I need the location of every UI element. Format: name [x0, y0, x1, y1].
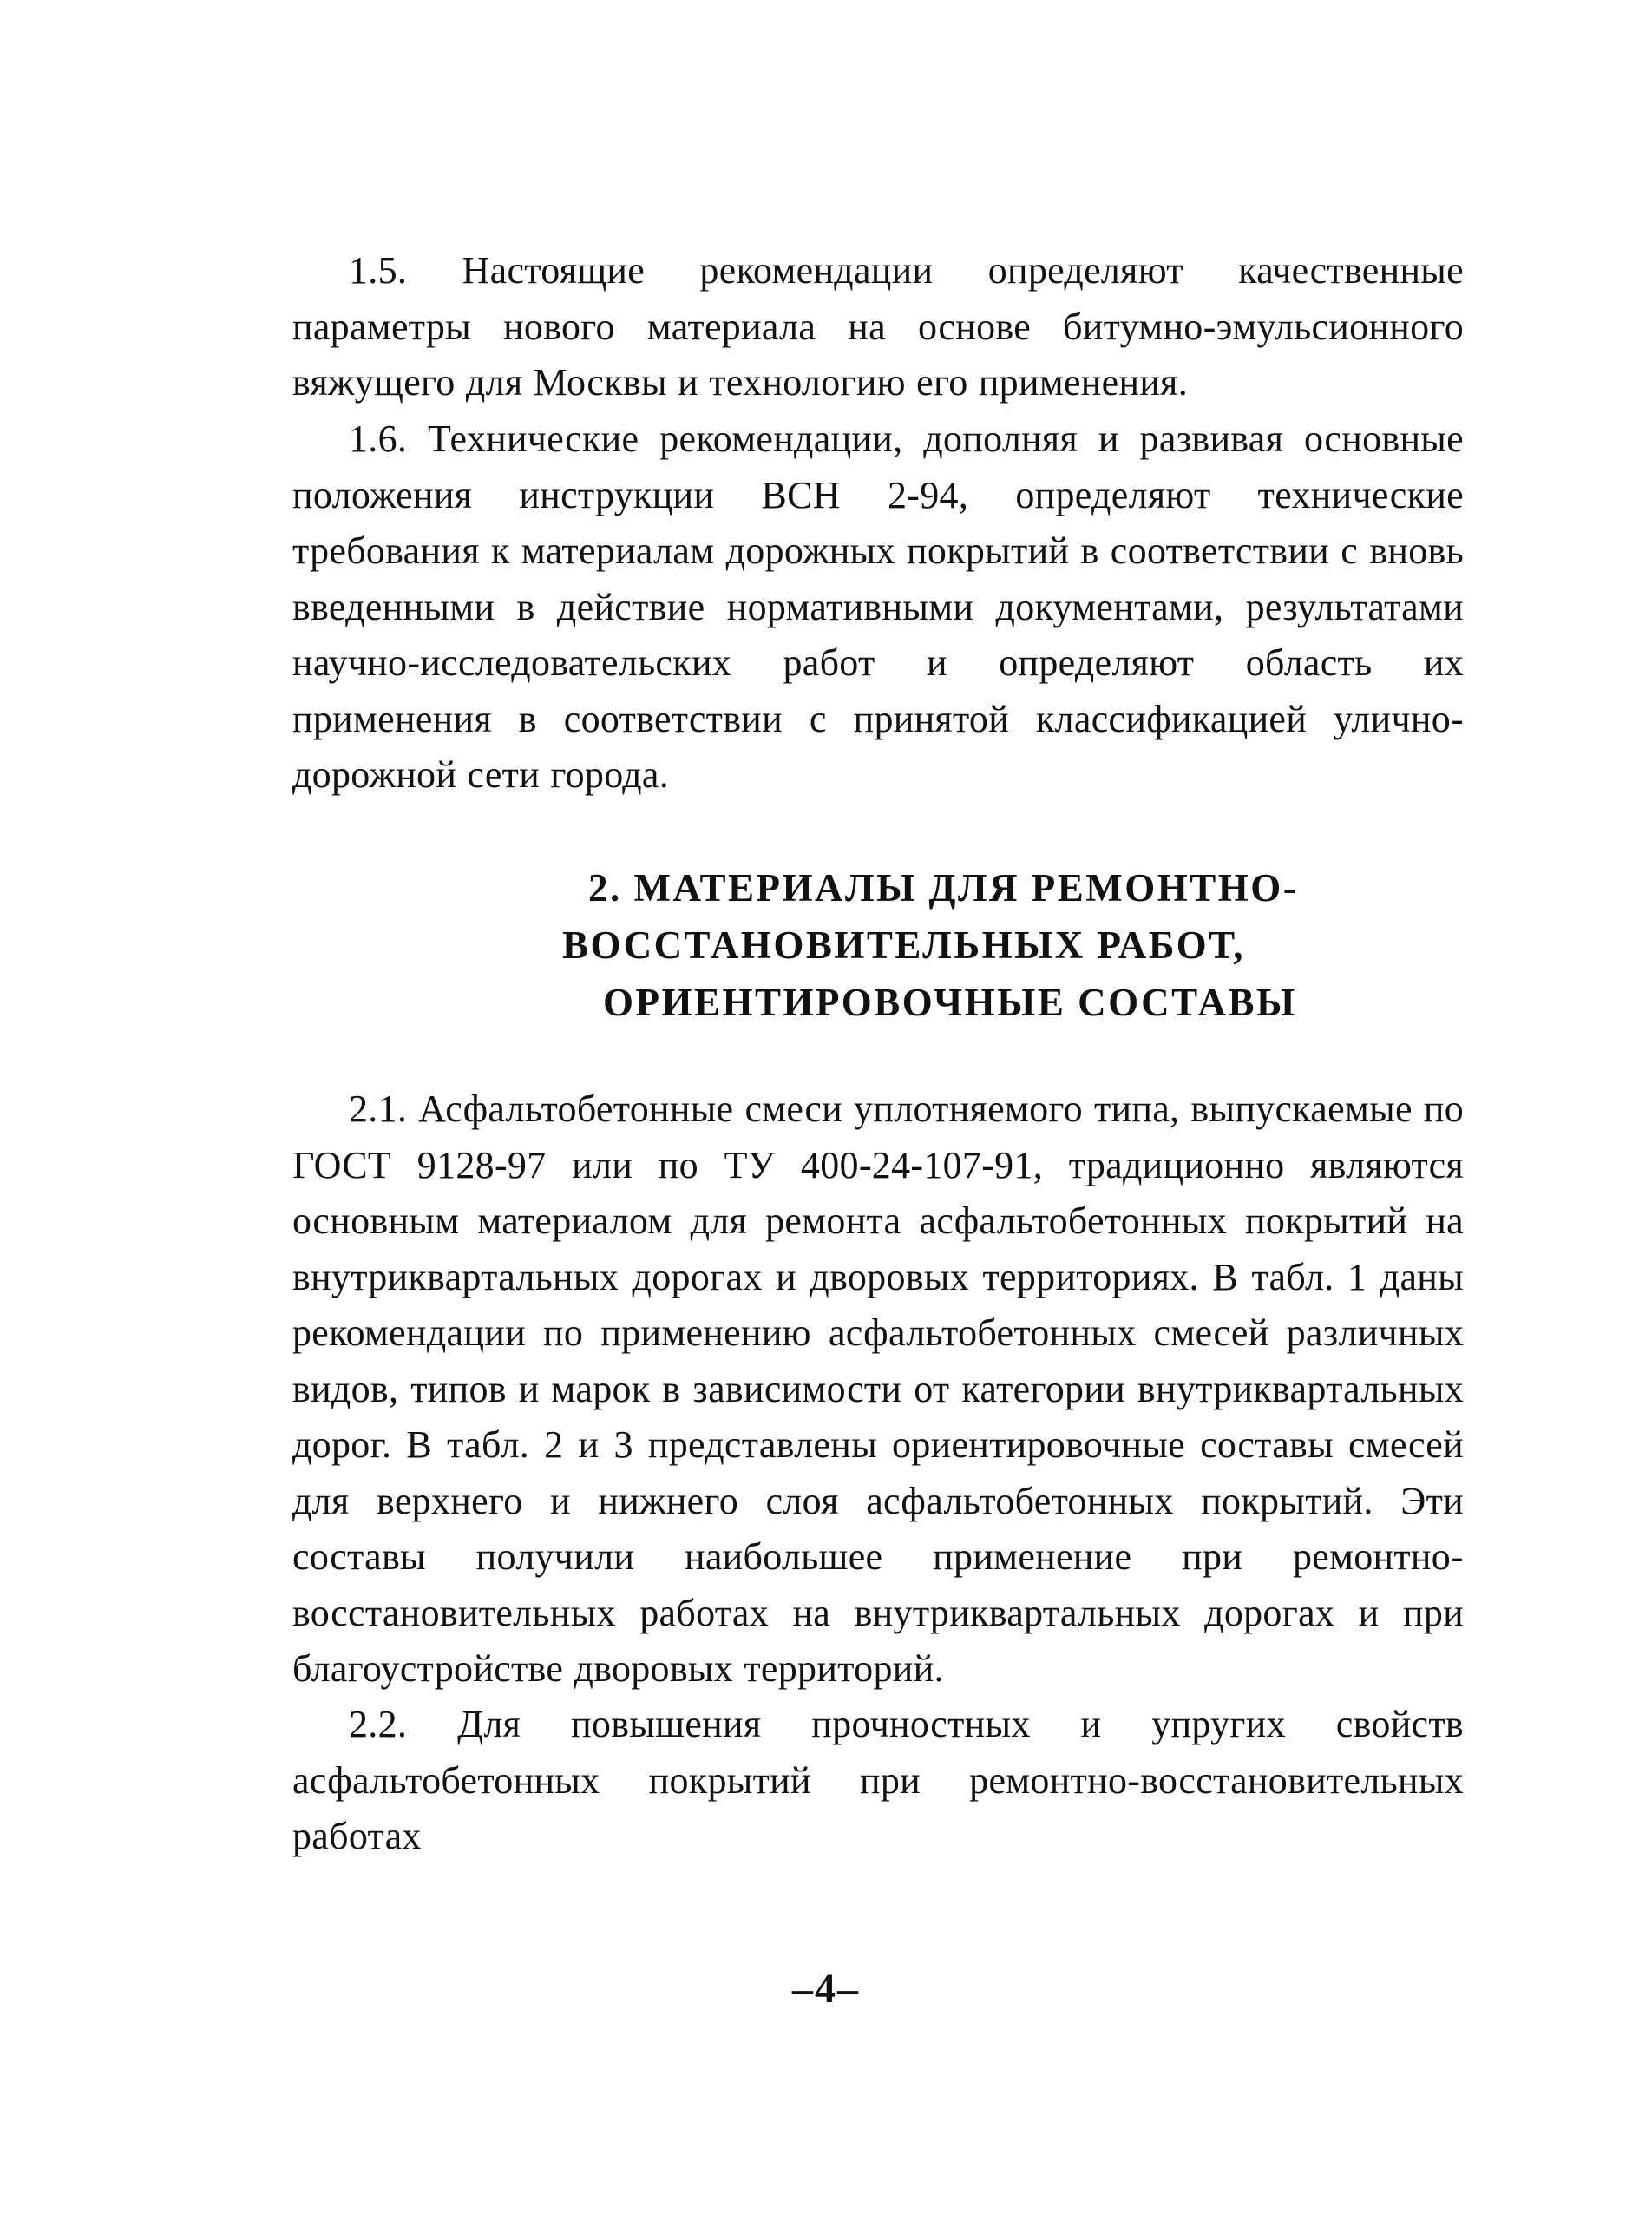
paragraph-1-6: 1.6. Технические рекомендации, дополняя и развивая основные положения инструкции ВСН 2-94, определяют технические требования к материалам дорожных покрытий в соответствии с вновь введенными в действие нормативными документами, результатами научно-исследовательских работ и определяют область их применения в соответствии с принятой классификацией улично-дорожной сети города.	[292, 417, 1464, 796]
section-heading-line-3: ОРИЕНТИРОВОЧНЫЕ СОСТАВЫ	[603, 981, 1297, 1024]
section-heading	[0, 859, 1652, 1031]
section-heading-line-1: 2. МАТЕРИАЛЫ ДЛЯ РЕМОНТНО-	[588, 866, 1299, 910]
paragraph-1-5: 1.5. Настоящие рекомендации определяют качественные параметры нового материала на основе битумно-эмульсионного вяжущего для Москвы и технологию его применения.	[292, 249, 1464, 404]
page-number: –4–	[792, 1966, 860, 2012]
paragraph-2-1: 2.1. Асфальтобетонные смеси уплотняемого типа, выпускаемые по ГОСТ 9128-97 или по ТУ 400-24-107-91, традиционно являются основным материалом для ремонта асфальтобетонных покрытий на внутриквартальных дорогах и дворовых территориях. В табл. 1 даны рекомендации по применению асфальтобетонных смесей различных видов, типов и марок в зависимости от категории внутриквартальных дорог. В табл. 2 и 3 представлены ориентировочные составы смесей для верхнего и нижнего слоя асфальтобетонных покрытий. Эти составы получили наибольшее применение при ремонтно-восстановительных работах на внутриквартальных дорогах и при благоустройстве дворовых территорий.	[292, 1087, 1464, 1690]
section-heading-line-2: ВОССТАНОВИТЕЛЬНЫХ РАБОТ,	[562, 923, 1245, 967]
paragraph-2-2: 2.2. Для повышения прочностных и упругих свойств асфальтобетонных покрытий при ремонтно-восстановительных работах	[292, 1703, 1464, 1857]
